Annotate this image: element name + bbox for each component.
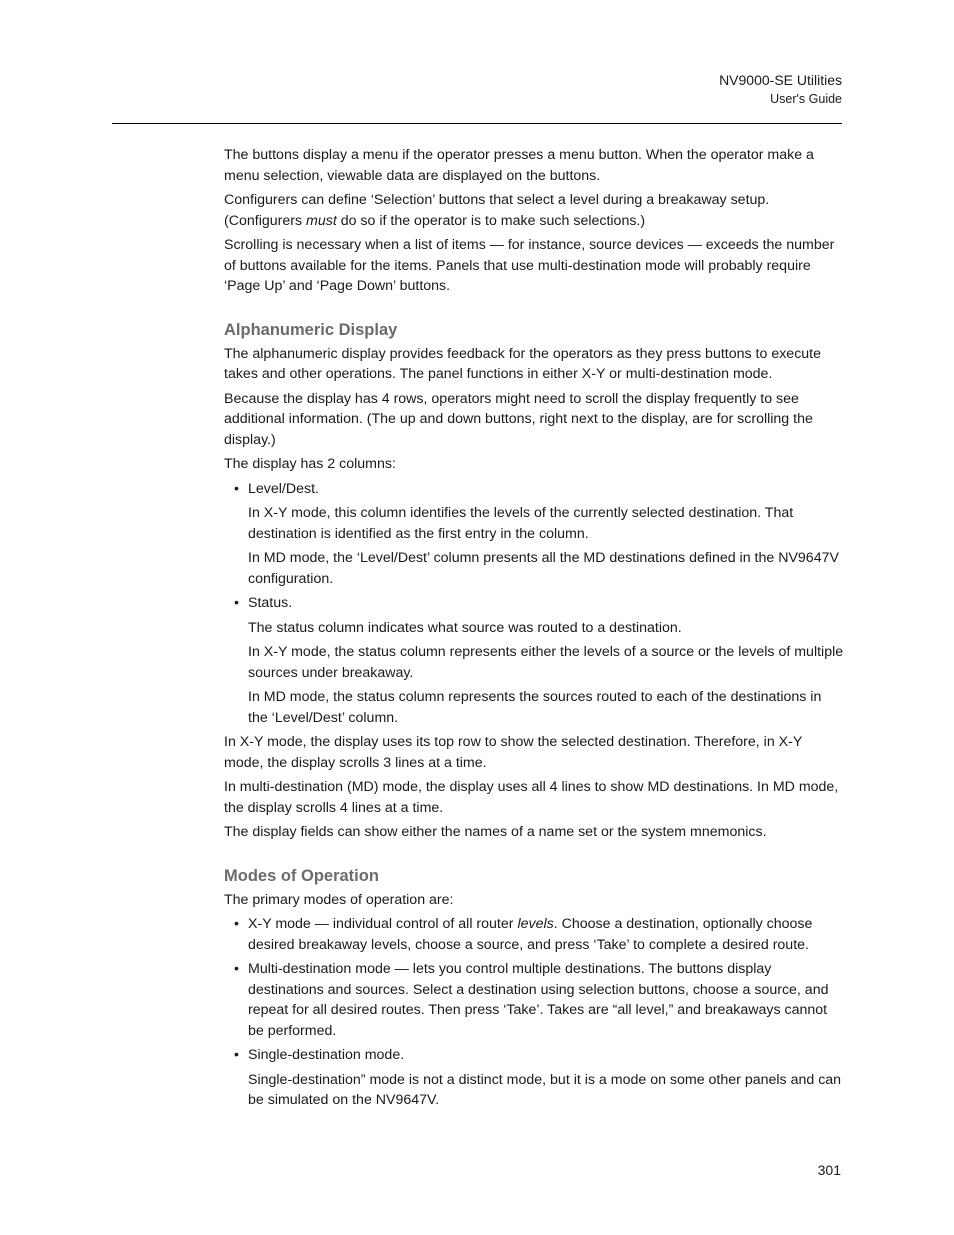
paragraph: The buttons display a menu if the operator presses a menu button. When the operator make a menu selection, viewable data are displayed on the buttons.	[224, 147, 814, 184]
page-number: 301	[817, 1162, 841, 1178]
list-item: • Single-destination mode.	[224, 1045, 844, 1066]
paragraph: The display fields can show either the names of a name set or the system mnemonics.	[224, 824, 767, 840]
paragraph: In X-Y mode, the display uses its top row to show the selected destination. Therefore, in X-Y mode, the display scrolls 3 lines at a time.	[224, 734, 803, 771]
paragraph: Configurers can define ‘Selection’ buttons that select a level during a breakaway setup. (Configurers must do so if the operator is to make such selections.)	[224, 192, 770, 229]
paragraph: In MD mode, the ‘Level/Dest’ column presents all the MD destinations defined in the NV9647V configuration.	[248, 550, 839, 587]
paragraph: Scrolling is necessary when a list of items — for instance, source devices — exceeds the number of buttons available for the items. Panels that use multi-destination mode will probably require ‘Page Up’ and ‘Page Down’ buttons.	[224, 237, 835, 294]
doc-subtitle: User's Guide	[770, 92, 842, 106]
paragraph: Because the display has 4 rows, operators might need to scroll the display frequently to see additional information. (The up and down buttons, right next to the display, are for scrolling the display.)	[224, 390, 813, 448]
paragraph: In X-Y mode, the status column represents either the levels of a source or the levels of multiple sources under breakaway.	[248, 644, 844, 681]
list-item: • X-Y mode — individual control of all router levels. Choose a destination, optionally choose desired breakaway levels, choose a source, and press ‘Take’ to complete a desired route.	[234, 916, 813, 953]
paragraph: The primary modes of operation are:	[224, 891, 454, 908]
bullet-icon: •	[234, 961, 239, 977]
paragraph: The display has 2 columns:	[224, 456, 396, 472]
paragraph: In X-Y mode, this column identifies the levels of the currently selected destination. That destination is identified as the first entry in the column.	[248, 505, 794, 542]
paragraph: The status column indicates what source was routed to a destination.	[248, 619, 682, 636]
paragraph: Single-destination” mode is not a distinct mode, but it is a mode on some other panels and can be simulated on the NV9647V.	[248, 1071, 842, 1108]
doc-title: NV9000-SE Utilities	[719, 72, 842, 88]
bullet-icon: •	[234, 595, 239, 611]
bullet-icon: •	[234, 1047, 239, 1063]
bullet-icon: •	[234, 916, 239, 932]
list-item: • Status.	[224, 593, 844, 614]
page-body	[224, 145, 844, 1115]
list-item: • Level/Dest.	[224, 479, 844, 500]
paragraph: The alphanumeric display provides feedback for the operators as they press buttons to execute takes and other operations. The panel functions in either X-Y or multi-destination mode.	[224, 345, 822, 382]
list-item: • Multi-destination mode — lets you control multiple destinations. The buttons display destinations and sources. Select a destination using selection buttons, choose a source, and repeat for all desired routes. Then press ‘Take’. Takes are “all level,” and breakaways cannot be performed.	[234, 961, 829, 1039]
paragraph: In multi-destination (MD) mode, the display uses all 4 lines to show MD destinations. In MD mode, the display scrolls 4 lines at a time.	[224, 779, 839, 816]
section-heading-modes: Modes of Operation	[224, 866, 379, 885]
bullet-icon: •	[234, 480, 239, 497]
section-heading-alphanumeric: Alphanumeric Display	[224, 320, 398, 339]
paragraph: In MD mode, the status column represents the sources routed to each of the destinations in the ‘Level/Dest’ column.	[248, 689, 822, 726]
page-header	[719, 70, 842, 108]
header-rule	[112, 123, 842, 124]
